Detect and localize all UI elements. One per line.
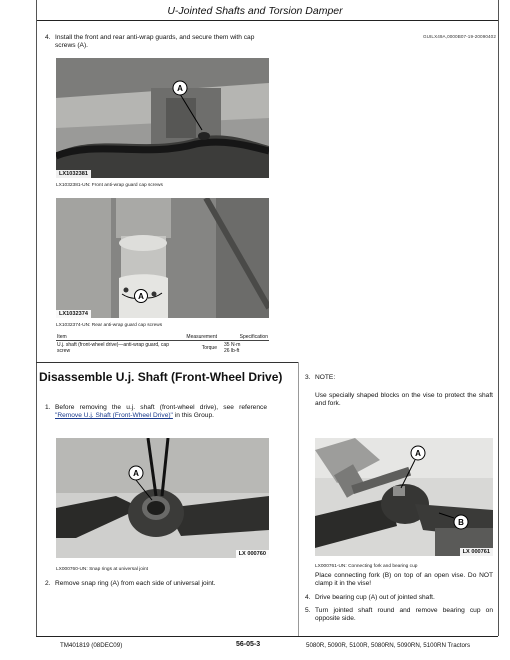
spec-imperial: 26 lb-ft [224, 348, 240, 354]
document-id: GUILX49A,0000B07-19-20090402 [422, 34, 496, 39]
step-2-remove-snap-ring [45, 580, 267, 588]
callout-a-text: A [133, 469, 139, 478]
step-number: 3. [305, 374, 311, 381]
spec-metric: 35 N·m [224, 342, 241, 348]
table-header-specification: Specification [218, 334, 269, 341]
figure-id: LX 000760 [236, 550, 269, 558]
column-divider [298, 362, 299, 636]
reference-link-remove-uj-shaft[interactable]: "Remove U.j. Shaft (Front-Wheel Drive)" [55, 412, 173, 420]
step-text: Turn jointed shaft round and remove bearing cup on opposite side. [315, 607, 493, 623]
footer-manual-id: TM401819 (08DEC09) [60, 642, 123, 649]
footer-models: 5080R, 5090R, 5100R, 5080RN, 5090RN, 5100RN Tractors [306, 642, 471, 649]
table-row [56, 341, 269, 356]
step-text: Remove snap ring (A) from each side of universal joint. [55, 580, 216, 587]
table-header-measurement: Measurement [174, 334, 218, 341]
frame-left-top [36, 0, 37, 20]
note-text: Use specially shaped blocks on the vise to protect the shaft and fork. [315, 392, 493, 408]
table-cell-item: U.j. shaft (front-wheel drive)—anti-wrap guard, cap screw [57, 342, 169, 354]
figure-id: LX1032374 [56, 310, 91, 318]
step-number: 4. [45, 34, 51, 41]
footer-rule [36, 636, 498, 637]
frame-left [36, 20, 37, 636]
step-number: 1. [45, 404, 51, 411]
step-1-before-removing [45, 404, 267, 420]
step-5-turn-shaft [305, 607, 493, 623]
step-number: 2. [45, 580, 51, 587]
step-number: 4. [305, 594, 311, 601]
figure-rear-anti-wrap-guard [56, 198, 269, 318]
table-cell-specification [218, 341, 269, 356]
figure-connecting-fork [315, 438, 493, 556]
step-text: Drive bearing cup (A) out of jointed shaft. [315, 594, 435, 601]
figure-caption: LX000761-UN: Connecting fork and bearing cup [315, 564, 418, 569]
figure-id: LX 000761 [460, 548, 493, 556]
figure-snap-rings [56, 438, 269, 558]
frame-right-top [498, 0, 499, 20]
frame-right [498, 20, 499, 636]
figure-caption: LX1032381-UN: Front anti-wrap guard cap screws [56, 183, 163, 188]
callout-a-text: A [177, 84, 183, 93]
table-header-item: Item [56, 334, 174, 341]
step-3-note [305, 374, 493, 382]
section-divider [36, 362, 298, 363]
footer-page-number: 56-05-3 [236, 641, 261, 648]
step-text-pre: Before removing the u.j. shaft (front-wheel drive), see reference [55, 404, 267, 411]
note-label: NOTE: [315, 374, 336, 381]
figure-caption: LX1032374-UN: Rear anti-wrap guard cap screws [56, 323, 163, 328]
step-3-place-fork: Place connecting fork (B) on top of an open vise. Do NOT clamp it in the vise! [315, 572, 493, 588]
table-cell-measurement: Torque [201, 345, 217, 351]
callout-b-text: B [458, 518, 464, 527]
connecting-fork-photo [315, 438, 493, 556]
figure-caption: LX000760-UN: Snap rings at universal joint [56, 567, 148, 572]
step-text: Install the front and rear anti-wrap guards, and secure them with cap screws (A). [55, 34, 255, 50]
front-guard-photo [56, 58, 269, 178]
page-header-title: U-Jointed Shafts and Torsion Damper [167, 5, 343, 17]
callout-a-text: A [138, 292, 144, 301]
figure-front-anti-wrap-guard [56, 58, 269, 178]
torque-spec-table [56, 334, 269, 355]
header-rule [36, 20, 498, 21]
snap-ring-photo [56, 438, 269, 558]
section-title: Disassemble U.j. Shaft (Front-Wheel Drive) [39, 370, 283, 384]
step-number: 5. [305, 607, 311, 614]
figure-id: LX1032381 [56, 170, 91, 178]
step-text [45, 404, 267, 420]
step-4-install-guards [45, 34, 270, 50]
step-4-drive-bearing-cup [305, 594, 493, 602]
step-text-post: in this Group. [172, 412, 214, 420]
callout-a-text: A [415, 449, 421, 458]
rear-guard-photo [56, 198, 269, 318]
